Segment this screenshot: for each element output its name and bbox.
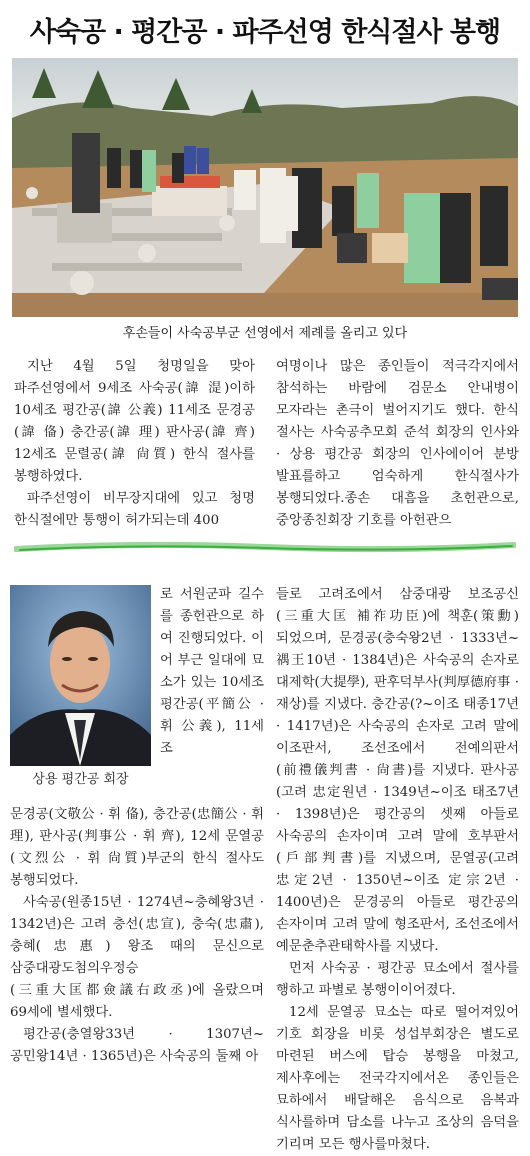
- paragraph: 사숙공(원종15년 · 1274년~충혜왕3년 · 1342년)은 고려 충선(忠宣), 충숙(忠肅), 충혜(忠惠) 왕조 때의 문신으로 삼중대광도첨의우정승(三重大匡都僉議右政丞)에 올랐으며 69세에 별세했다.: [10, 895, 264, 1020]
- paragraph: 먼저 사숙공 · 평간공 묘소에서 절사를 행하고 파별로 봉행이이어졌다.: [276, 961, 519, 998]
- article-top-right-column: [276, 356, 519, 532]
- photo-caption: 후손들이 사숙공부군 선영에서 제례를 올리고 있다: [122, 326, 408, 341]
- headline: 사숙공 · 평간공 · 파주선영 한식절사 봉행: [29, 17, 501, 48]
- paragraph: 파주선영이 비무장지대에 있고 청명 한식절에만 통행이 허가되는데 400: [14, 491, 255, 528]
- article-top-left-column: [14, 356, 255, 532]
- paragraph: 지난 4월 5일 청명일을 맞아 파주선영에서 9세조 사숙공(諱 湜)이하 10세조 평간공(諱 公義) 11세조 문경공(諱 俻) 충간공(諱 理) 판사공(諱 齊) 12세조 문렬공(諱 尙質) 한식 절사를 봉행하였다.: [14, 359, 255, 484]
- chairman-portrait: [10, 585, 151, 766]
- article-narrow-column: 로 서원군파 길수를 종헌관으로 하여 진행되었다. 이어 부근 일대에 묘소가 있는 10세조 평간공(平簡公 · 휘 公義), 11세 조: [160, 587, 264, 756]
- paragraph: 평간공(충열왕33년 · 1307년~공민왕14년 · 1365년)은 사숙공의 둘째 아: [10, 1027, 264, 1064]
- paragraph: 여명이나 많은 종인들이 적극각지에서 참석하는 바람에 검문소 안내병이 모자라는 촌극이 벌어지기도 했다. 한식 절사는 사숙공추모회 준석 회장의 인사와 · 상용 평간공 회장의 인사에이어 분방 발표를하고 엄숙하게 한식절사가 봉행되었다.종손 대흠을 초헌관으로, 중앙종친회장 기호를 아헌관으: [276, 359, 519, 528]
- article-bottom-right-column: [276, 584, 519, 1156]
- paragraph: 문경공(文敬公 · 휘 俻), 충간공(忠簡公 · 휘 理), 판사공(判事公 · 휘 齊), 12세 문열공(文烈公 · 휘 尙質)부군의 한식 절사도 봉행되었다.: [10, 807, 264, 888]
- portrait-caption: 상용 평간공 회장: [32, 772, 129, 787]
- article-bottom-left-column: [10, 804, 264, 1068]
- section-divider: [14, 538, 516, 560]
- paragraph: 12세 문열공 묘소는 따로 떨어져있어 기호 회장을 비롯 성섭부회장은 별도로 마련된 버스에 탑승 봉행을 마쳤고,제사후에는 전국각지에서온 종인들은 묘하에서 배달해온 음식으로 음복과 식사를하며 담소를 나누고 조상의 음덕을 기리며 모든 행사를마쳤다.: [276, 1005, 519, 1152]
- ceremony-photo: [12, 58, 518, 317]
- paragraph: 들로 고려조에서 삼중대광 보조공신(三重大匡 補祚功臣)에 책훈(策勳)되었으며, 문경공(충숙왕2년 · 1333년~禑王10년 · 1384년)은 사숙공의 손자로 대제학(大提學), 판후덕부사(判厚德府事 · 재상)를 지냈다. 충간공(?~이조 태종17년 · 1417년)은 사숙공의 손자로 고려 말에 이조판서, 조선조에서 전예의판서(前禮儀判書 · 尙書)를 지냈다. 판사공(고려 忠定원년 · 1349년~이조 태조7년 · 1398년)은 평간공의 셋째 아들로 사숙공의 손자이며 고려 말에 호부판서(戶部判書)를 지냈으며, 문열공(고려 忠定2년 · 1350년~이조 定宗2년 · 1400년)은 문경공의 아들로 평간공의 손자이며 고려 말에 형조판서, 조선조에서 예문춘추관태학사를 지냈다.: [276, 587, 519, 954]
